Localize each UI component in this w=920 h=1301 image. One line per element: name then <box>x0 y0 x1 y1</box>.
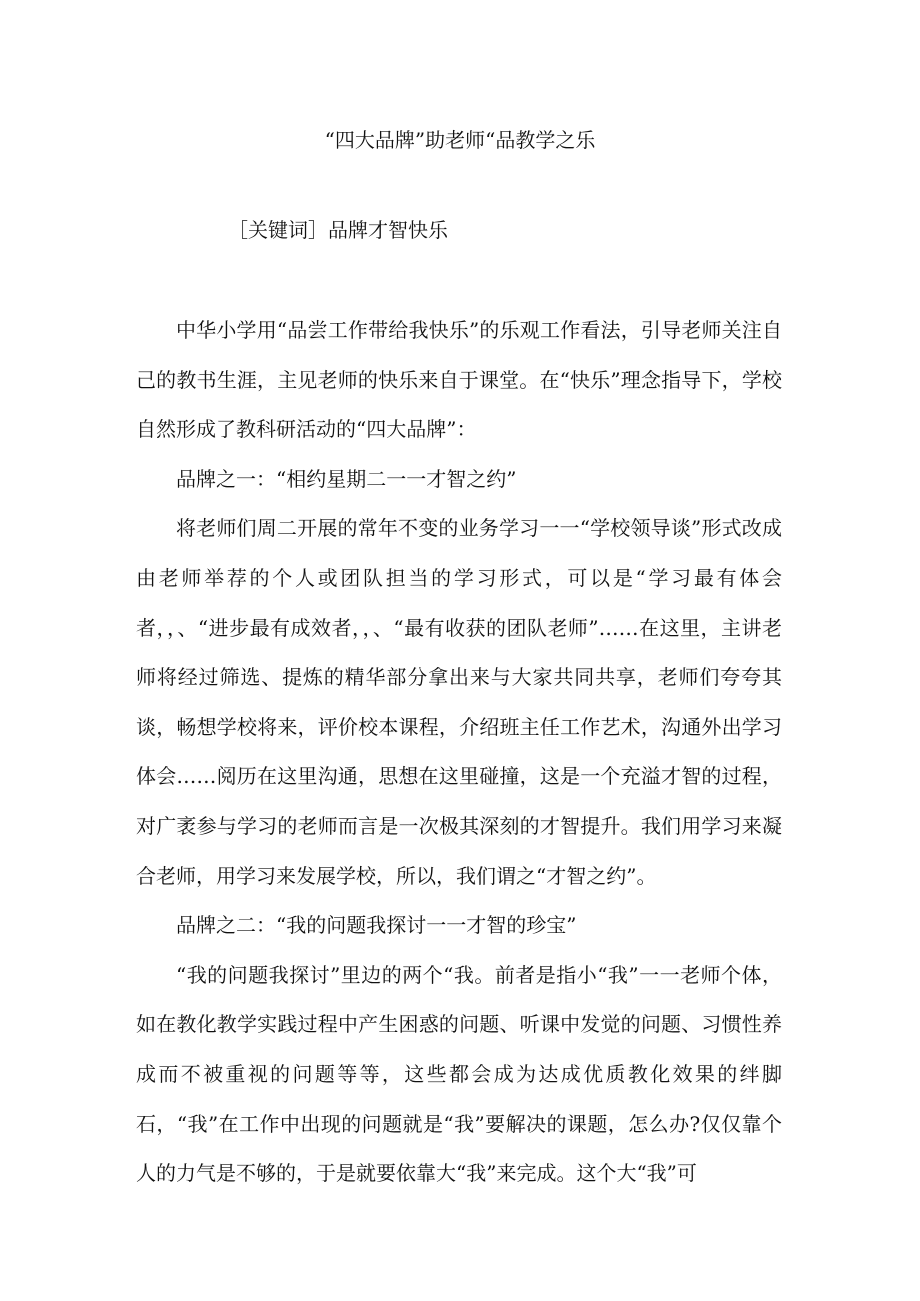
keywords-line: ［关键词］品牌才智快乐 <box>228 218 448 242</box>
brand-two-heading: 品牌之二：“我的问题我探讨一一才智的珍宝” <box>176 913 577 938</box>
brand-one-heading: 品牌之一：“相约星期二一一才智之约” <box>176 466 517 491</box>
paragraph-intro: 中华小学用“品尝工作带给我快乐”的乐观工作看法，引导老师关注自己的教书生涯，主见老师的快乐来自于课堂。在“快乐”理念指导下，学校自然形成了教科研活动的“四大品牌”： <box>136 318 782 442</box>
document-body <box>136 306 782 1199</box>
paragraph-brand-two: “我的问题我探讨”里边的两个“我。前者是指小“我”一一老师个体，如在教化教学实践过程中产生困惑的问题、听课中发觉的问题、习惯性养成而不被重视的问题等等，这些都会成为达成优质教化效果的绊脚石，“我”在工作中出现的问题就是“我”要解决的课题，怎么办?仅仅靠个人的力气是不够的，于是就要依靠大“我”来完成。这个大“我”可 <box>136 962 782 1186</box>
paragraph-brand-one: 将老师们周二开展的常年不变的业务学习一一“学校领导谈”形式改成由老师举荐的个人或团队担当的学习形式，可以是“学习最有体会者，，、“进步最有成效者，，、“最有收获的团队老师”……在这里，主讲老师将经过筛选、提炼的精华部分拿出来与大家共同共享，老师们夸夸其谈，畅想学校将来，评价校本课程，介绍班主任工作艺术，沟通外出学习体会……阅历在这里沟通，思想在这里碰撞，这是一个充溢才智的过程，对广袤参与学习的老师而言是一次极其深刻的才智提升。我们用学习来凝合老师，用学习来发展学校，所以，我们谓之“才智之约”。 <box>136 516 782 888</box>
document-title: “四大品牌”助老师“品教学之乐 <box>324 128 596 152</box>
